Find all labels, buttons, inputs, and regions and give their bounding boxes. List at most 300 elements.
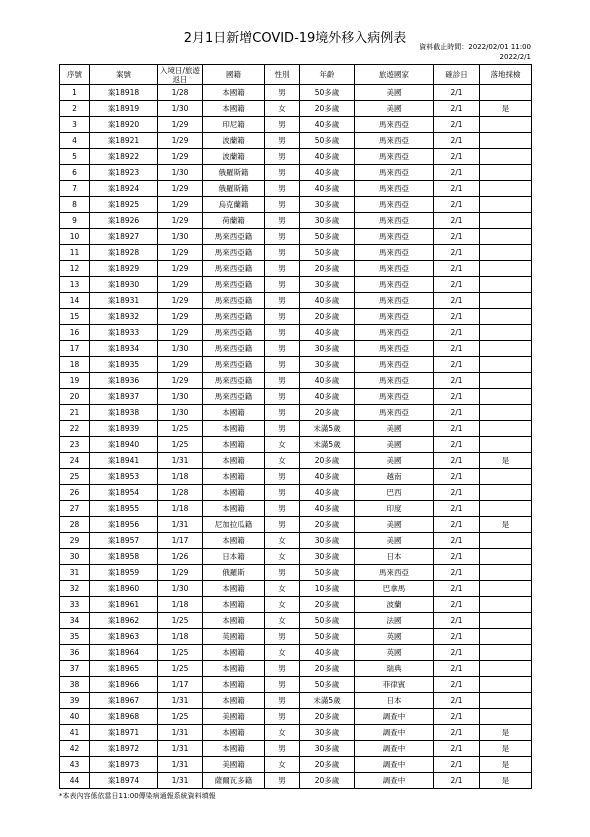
cell-entry-date: 1/29 (158, 373, 203, 389)
cell-gender: 男 (265, 517, 300, 533)
cell-case-id: 案18937 (90, 389, 158, 405)
report-meta (419, 42, 531, 62)
table-row (60, 213, 532, 229)
cell-seq: 34 (60, 613, 90, 629)
cell-nationality: 美國籍 (203, 757, 265, 773)
cell-confirm-date: 2/1 (434, 309, 480, 325)
cell-travel-country: 調查中 (355, 725, 434, 741)
cell-seq: 42 (60, 741, 90, 757)
table-row (60, 565, 532, 581)
cell-entry-date: 1/29 (158, 133, 203, 149)
cell-gender: 女 (265, 101, 300, 117)
cell-confirm-date: 2/1 (434, 197, 480, 213)
cell-landing-test (480, 181, 532, 197)
table-row (60, 533, 532, 549)
cell-case-id: 案18936 (90, 373, 158, 389)
cell-seq: 32 (60, 581, 90, 597)
cell-seq: 17 (60, 341, 90, 357)
table-row (60, 597, 532, 613)
cell-confirm-date: 2/1 (434, 149, 480, 165)
cell-landing-test (480, 581, 532, 597)
table-row (60, 517, 532, 533)
cell-travel-country: 英國 (355, 629, 434, 645)
cell-seq: 2 (60, 101, 90, 117)
cell-nationality: 俄羅斯籍 (203, 181, 265, 197)
cell-case-id: 案18971 (90, 725, 158, 741)
cell-confirm-date: 2/1 (434, 101, 480, 117)
cell-landing-test (480, 677, 532, 693)
cell-entry-date: 1/31 (158, 741, 203, 757)
cell-entry-date: 1/28 (158, 85, 203, 101)
cell-case-id: 案18973 (90, 757, 158, 773)
table-row (60, 117, 532, 133)
cell-case-id: 案18965 (90, 661, 158, 677)
cell-nationality: 本國籍 (203, 741, 265, 757)
cell-seq: 35 (60, 629, 90, 645)
cell-landing-test (480, 565, 532, 581)
cell-landing-test (480, 245, 532, 261)
cell-gender: 女 (265, 645, 300, 661)
cell-nationality: 馬來西亞籍 (203, 357, 265, 373)
table-row (60, 261, 532, 277)
cell-confirm-date: 2/1 (434, 85, 480, 101)
table-row (60, 709, 532, 725)
cell-confirm-date: 2/1 (434, 261, 480, 277)
cell-case-id: 案18934 (90, 341, 158, 357)
cell-gender: 男 (265, 421, 300, 437)
cell-age: 30多歲 (300, 277, 355, 293)
cell-landing-test (480, 85, 532, 101)
cell-entry-date: 1/30 (158, 405, 203, 421)
cell-seq: 28 (60, 517, 90, 533)
cell-seq: 26 (60, 485, 90, 501)
cell-travel-country: 美國 (355, 533, 434, 549)
cell-case-id: 案18928 (90, 245, 158, 261)
cell-entry-date: 1/18 (158, 501, 203, 517)
cell-entry-date: 1/31 (158, 773, 203, 789)
cell-landing-test (480, 341, 532, 357)
cell-travel-country: 馬來西亞 (355, 389, 434, 405)
cell-case-id: 案18958 (90, 549, 158, 565)
cell-seq: 31 (60, 565, 90, 581)
cell-landing-test (480, 133, 532, 149)
cell-travel-country: 法國 (355, 613, 434, 629)
cell-age: 50多歲 (300, 677, 355, 693)
cell-entry-date: 1/18 (158, 629, 203, 645)
cell-entry-date: 1/17 (158, 677, 203, 693)
cell-seq: 12 (60, 261, 90, 277)
cell-seq: 20 (60, 389, 90, 405)
cell-seq: 21 (60, 405, 90, 421)
cell-entry-date: 1/18 (158, 469, 203, 485)
cell-travel-country: 馬來西亞 (355, 293, 434, 309)
header-travel-country: 旅遊國家 (355, 65, 434, 85)
cell-landing-test: 是 (480, 453, 532, 469)
cell-confirm-date: 2/1 (434, 645, 480, 661)
cell-travel-country: 美國 (355, 85, 434, 101)
cell-gender: 女 (265, 533, 300, 549)
cell-age: 40多歲 (300, 501, 355, 517)
cell-confirm-date: 2/1 (434, 613, 480, 629)
cell-entry-date: 1/29 (158, 213, 203, 229)
cell-case-id: 案18924 (90, 181, 158, 197)
cell-case-id: 案18927 (90, 229, 158, 245)
cell-age: 20多歲 (300, 309, 355, 325)
cell-gender: 男 (265, 277, 300, 293)
cell-gender: 男 (265, 677, 300, 693)
cell-confirm-date: 2/1 (434, 421, 480, 437)
cell-confirm-date: 2/1 (434, 293, 480, 309)
cell-age: 40多歲 (300, 645, 355, 661)
cell-case-id: 案18940 (90, 437, 158, 453)
cell-landing-test (480, 197, 532, 213)
cell-age: 30多歲 (300, 549, 355, 565)
cell-entry-date: 1/29 (158, 117, 203, 133)
cell-travel-country: 調查中 (355, 773, 434, 789)
table-row (60, 469, 532, 485)
table-row (60, 101, 532, 117)
cell-nationality: 馬來西亞籍 (203, 389, 265, 405)
cell-gender: 男 (265, 501, 300, 517)
cell-case-id: 案18956 (90, 517, 158, 533)
cell-age: 20多歲 (300, 773, 355, 789)
table-row (60, 693, 532, 709)
page-title: 2月1日新增COVID-19境外移入病例表 (183, 31, 407, 46)
cell-seq: 39 (60, 693, 90, 709)
cell-gender: 女 (265, 757, 300, 773)
cell-travel-country: 馬來西亞 (355, 261, 434, 277)
header-confirm-date: 確診日 (434, 65, 480, 85)
cell-confirm-date: 2/1 (434, 725, 480, 741)
header-gender: 性別 (265, 65, 300, 85)
cell-confirm-date: 2/1 (434, 245, 480, 261)
cell-seq: 8 (60, 197, 90, 213)
cell-age: 20多歲 (300, 709, 355, 725)
table-row (60, 325, 532, 341)
cell-gender: 男 (265, 405, 300, 421)
cell-seq: 24 (60, 453, 90, 469)
cell-landing-test (480, 389, 532, 405)
cell-travel-country: 馬來西亞 (355, 309, 434, 325)
cell-age: 40多歲 (300, 165, 355, 181)
cell-age: 50多歲 (300, 629, 355, 645)
cell-seq: 7 (60, 181, 90, 197)
cell-nationality: 馬來西亞籍 (203, 341, 265, 357)
cell-confirm-date: 2/1 (434, 773, 480, 789)
cell-case-id: 案18968 (90, 709, 158, 725)
cell-nationality: 烏克蘭籍 (203, 197, 265, 213)
cell-confirm-date: 2/1 (434, 341, 480, 357)
table-row (60, 421, 532, 437)
cell-gender: 男 (265, 373, 300, 389)
cell-gender: 男 (265, 357, 300, 373)
cell-age: 30多歲 (300, 741, 355, 757)
table-row (60, 757, 532, 773)
cell-travel-country: 馬來西亞 (355, 341, 434, 357)
cell-gender: 男 (265, 341, 300, 357)
cell-landing-test (480, 437, 532, 453)
cell-travel-country: 馬來西亞 (355, 165, 434, 181)
table-row (60, 149, 532, 165)
table-row (60, 405, 532, 421)
cell-entry-date: 1/31 (158, 693, 203, 709)
cell-seq: 5 (60, 149, 90, 165)
cell-age: 30多歲 (300, 725, 355, 741)
cell-confirm-date: 2/1 (434, 373, 480, 389)
cell-landing-test (480, 629, 532, 645)
cell-landing-test (480, 469, 532, 485)
cell-landing-test (480, 661, 532, 677)
table-row (60, 373, 532, 389)
cell-confirm-date: 2/1 (434, 501, 480, 517)
cell-case-id: 案18929 (90, 261, 158, 277)
cell-seq: 33 (60, 597, 90, 613)
footnote: *本表內容係依當日11:00傳染病通報系統資料填報 (59, 792, 216, 800)
cell-nationality: 本國籍 (203, 677, 265, 693)
table-row (60, 613, 532, 629)
cell-nationality: 俄羅斯籍 (203, 165, 265, 181)
cell-nationality: 馬來西亞籍 (203, 229, 265, 245)
table-row (60, 197, 532, 213)
cell-seq: 18 (60, 357, 90, 373)
table-row (60, 245, 532, 261)
cell-confirm-date: 2/1 (434, 581, 480, 597)
cell-nationality: 本國籍 (203, 661, 265, 677)
cell-age: 20多歲 (300, 661, 355, 677)
cell-age: 30多歲 (300, 533, 355, 549)
cell-nationality: 本國籍 (203, 501, 265, 517)
cell-travel-country: 馬來西亞 (355, 565, 434, 581)
cell-travel-country: 日本 (355, 693, 434, 709)
cell-travel-country: 越南 (355, 469, 434, 485)
cell-age: 20多歲 (300, 453, 355, 469)
cell-nationality: 本國籍 (203, 613, 265, 629)
cell-confirm-date: 2/1 (434, 277, 480, 293)
cell-case-id: 案18955 (90, 501, 158, 517)
cell-landing-test (480, 645, 532, 661)
cell-travel-country: 美國 (355, 517, 434, 533)
table-row (60, 645, 532, 661)
cell-landing-test (480, 597, 532, 613)
cell-entry-date: 1/29 (158, 261, 203, 277)
cell-gender: 女 (265, 597, 300, 613)
cell-seq: 16 (60, 325, 90, 341)
cell-gender: 男 (265, 213, 300, 229)
cell-case-id: 案18918 (90, 85, 158, 101)
cases-table (59, 64, 532, 789)
cell-confirm-date: 2/1 (434, 405, 480, 421)
header-entry-date: 入境日/旅遊返日 (158, 65, 203, 85)
table-row (60, 293, 532, 309)
cell-gender: 女 (265, 581, 300, 597)
cell-seq: 1 (60, 85, 90, 101)
cell-age: 40多歲 (300, 181, 355, 197)
table-row (60, 165, 532, 181)
cell-entry-date: 1/29 (158, 197, 203, 213)
cell-seq: 23 (60, 437, 90, 453)
cell-case-id: 案18941 (90, 453, 158, 469)
cell-age: 50多歲 (300, 565, 355, 581)
cell-case-id: 案18926 (90, 213, 158, 229)
cell-case-id: 案18962 (90, 613, 158, 629)
cell-landing-test: 是 (480, 101, 532, 117)
cell-landing-test: 是 (480, 773, 532, 789)
cell-case-id: 案18938 (90, 405, 158, 421)
cell-gender: 男 (265, 293, 300, 309)
cell-nationality: 英國籍 (203, 629, 265, 645)
cell-travel-country: 英國 (355, 645, 434, 661)
cell-landing-test (480, 501, 532, 517)
cell-confirm-date: 2/1 (434, 357, 480, 373)
cell-travel-country: 馬來西亞 (355, 245, 434, 261)
cell-travel-country: 馬來西亞 (355, 325, 434, 341)
cell-seq: 40 (60, 709, 90, 725)
table-row (60, 485, 532, 501)
cell-entry-date: 1/29 (158, 309, 203, 325)
cell-confirm-date: 2/1 (434, 181, 480, 197)
cell-confirm-date: 2/1 (434, 229, 480, 245)
cell-entry-date: 1/29 (158, 149, 203, 165)
cell-confirm-date: 2/1 (434, 437, 480, 453)
cell-nationality: 本國籍 (203, 693, 265, 709)
cell-landing-test: 是 (480, 725, 532, 741)
cell-nationality: 荷蘭籍 (203, 213, 265, 229)
cell-seq: 27 (60, 501, 90, 517)
cell-entry-date: 1/29 (158, 357, 203, 373)
cell-entry-date: 1/26 (158, 549, 203, 565)
cell-confirm-date: 2/1 (434, 213, 480, 229)
cell-case-id: 案18939 (90, 421, 158, 437)
table-row (60, 437, 532, 453)
cell-gender: 男 (265, 565, 300, 581)
cell-landing-test (480, 309, 532, 325)
cell-seq: 30 (60, 549, 90, 565)
cell-age: 50多歲 (300, 85, 355, 101)
cell-nationality: 馬來西亞籍 (203, 277, 265, 293)
cell-case-id: 案18919 (90, 101, 158, 117)
cell-nationality: 波蘭籍 (203, 133, 265, 149)
cell-gender: 男 (265, 773, 300, 789)
cell-entry-date: 1/18 (158, 597, 203, 613)
table-row (60, 309, 532, 325)
cell-confirm-date: 2/1 (434, 597, 480, 613)
cell-entry-date: 1/25 (158, 645, 203, 661)
cell-case-id: 案18963 (90, 629, 158, 645)
cell-travel-country: 美國 (355, 437, 434, 453)
cell-gender: 男 (265, 309, 300, 325)
cell-travel-country: 印度 (355, 501, 434, 517)
cell-nationality: 俄羅斯 (203, 565, 265, 581)
cell-case-id: 案18920 (90, 117, 158, 133)
cell-landing-test (480, 709, 532, 725)
cell-entry-date: 1/31 (158, 757, 203, 773)
cell-confirm-date: 2/1 (434, 453, 480, 469)
cell-gender: 男 (265, 229, 300, 245)
cell-entry-date: 1/25 (158, 709, 203, 725)
cell-gender: 男 (265, 709, 300, 725)
cell-landing-test (480, 325, 532, 341)
cell-entry-date: 1/29 (158, 565, 203, 581)
cell-case-id: 案18922 (90, 149, 158, 165)
cell-confirm-date: 2/1 (434, 469, 480, 485)
cell-landing-test (480, 229, 532, 245)
cell-age: 40多歲 (300, 149, 355, 165)
cell-landing-test (480, 533, 532, 549)
cell-age: 40多歲 (300, 117, 355, 133)
cell-gender: 女 (265, 549, 300, 565)
cell-age: 20多歲 (300, 517, 355, 533)
report-date: 2022/2/1 (499, 53, 531, 61)
cell-travel-country: 日本 (355, 549, 434, 565)
cell-case-id: 案18931 (90, 293, 158, 309)
cell-nationality: 本國籍 (203, 533, 265, 549)
cell-travel-country: 調查中 (355, 709, 434, 725)
cell-nationality: 印尼籍 (203, 117, 265, 133)
cell-travel-country: 馬來西亞 (355, 357, 434, 373)
cell-travel-country: 波蘭 (355, 597, 434, 613)
cell-landing-test (480, 149, 532, 165)
cell-age: 20多歲 (300, 597, 355, 613)
cell-landing-test (480, 421, 532, 437)
cell-travel-country: 馬來西亞 (355, 117, 434, 133)
cell-travel-country: 馬來西亞 (355, 229, 434, 245)
cell-travel-country: 美國 (355, 101, 434, 117)
table-row (60, 389, 532, 405)
cell-travel-country: 馬來西亞 (355, 373, 434, 389)
table-row (60, 277, 532, 293)
cell-gender: 男 (265, 261, 300, 277)
cell-gender: 男 (265, 661, 300, 677)
cell-travel-country: 巴拿馬 (355, 581, 434, 597)
cell-nationality: 本國籍 (203, 597, 265, 613)
table-body (60, 85, 532, 789)
cell-entry-date: 1/30 (158, 581, 203, 597)
cell-entry-date: 1/25 (158, 437, 203, 453)
cell-travel-country: 馬來西亞 (355, 405, 434, 421)
cell-confirm-date: 2/1 (434, 389, 480, 405)
cell-age: 50多歲 (300, 613, 355, 629)
cell-entry-date: 1/29 (158, 181, 203, 197)
cell-landing-test (480, 261, 532, 277)
cell-travel-country: 馬來西亞 (355, 213, 434, 229)
cell-travel-country: 調查中 (355, 757, 434, 773)
cell-case-id: 案18967 (90, 693, 158, 709)
table-row (60, 661, 532, 677)
cell-age: 30多歲 (300, 213, 355, 229)
cell-nationality: 波蘭籍 (203, 149, 265, 165)
cell-age: 40多歲 (300, 325, 355, 341)
cell-landing-test (480, 485, 532, 501)
cell-age: 20多歲 (300, 405, 355, 421)
header-nationality: 國籍 (203, 65, 265, 85)
cell-nationality: 馬來西亞籍 (203, 373, 265, 389)
cell-confirm-date: 2/1 (434, 693, 480, 709)
cell-age: 40多歲 (300, 389, 355, 405)
cell-gender: 男 (265, 485, 300, 501)
table-row (60, 181, 532, 197)
cell-travel-country: 菲律賓 (355, 677, 434, 693)
cell-nationality: 本國籍 (203, 453, 265, 469)
cell-case-id: 案18954 (90, 485, 158, 501)
cell-confirm-date: 2/1 (434, 165, 480, 181)
cell-nationality: 尼加拉瓜籍 (203, 517, 265, 533)
cell-nationality: 薩爾瓦多籍 (203, 773, 265, 789)
cell-landing-test (480, 549, 532, 565)
cell-gender: 男 (265, 165, 300, 181)
cell-landing-test (480, 613, 532, 629)
cell-confirm-date: 2/1 (434, 325, 480, 341)
table-row (60, 133, 532, 149)
